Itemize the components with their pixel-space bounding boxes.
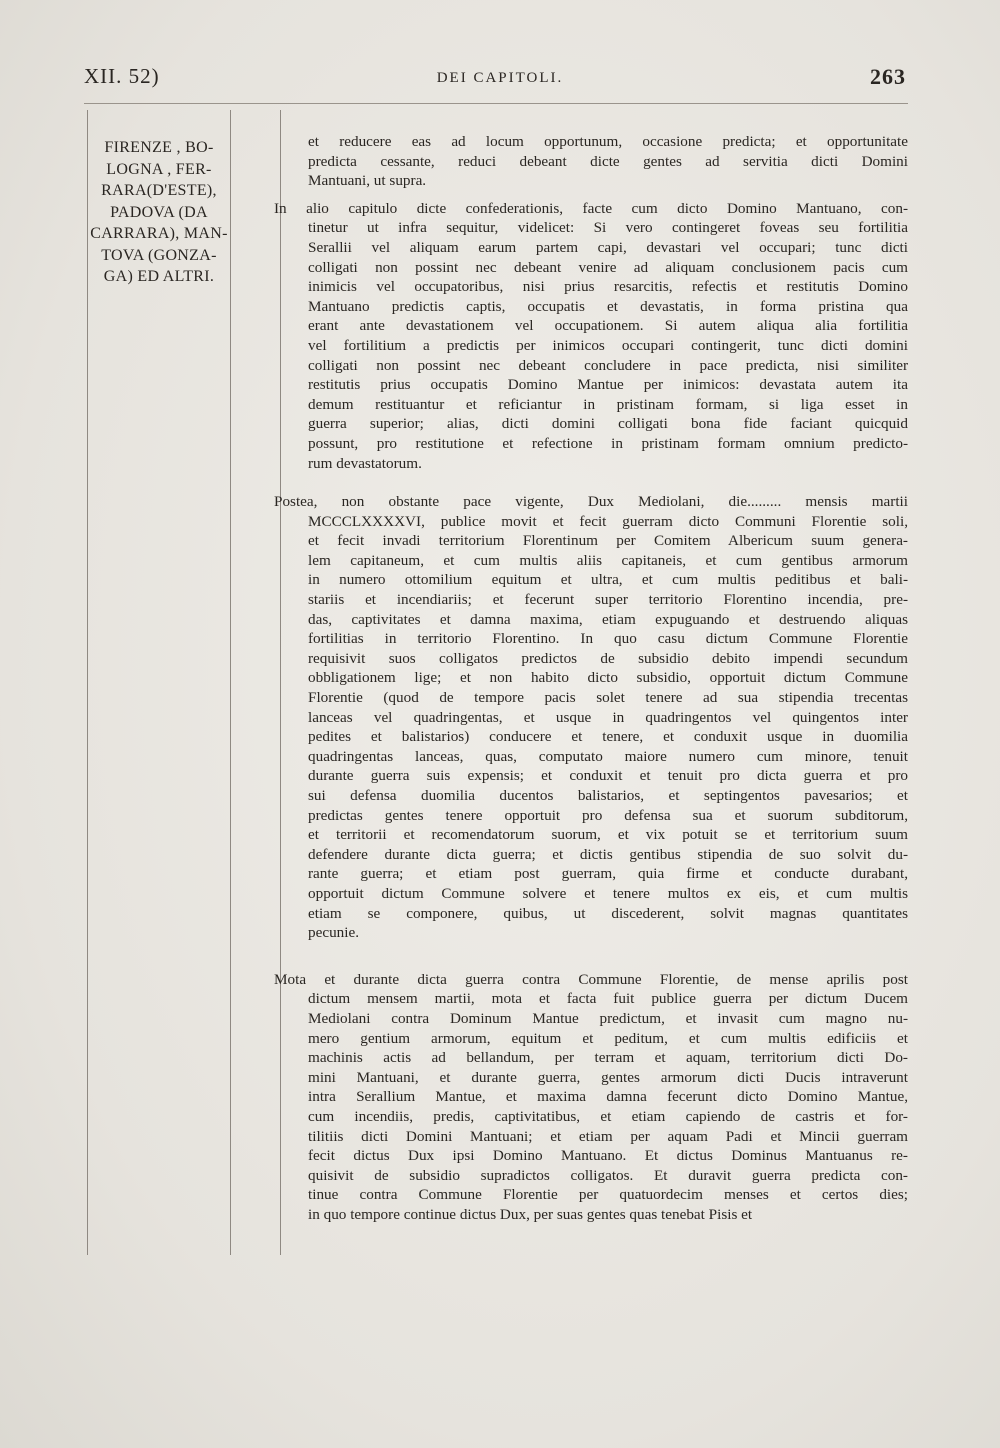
text-line: fecit dictus Dux ipsi Domino Mantuano. Et dictus Dominus Mantuanus re- <box>308 1147 908 1165</box>
text-line: rante guerra; et etiam post guerram, quia firme et conducte durabant, <box>308 865 908 883</box>
text-line: opportuit dictum Commune solvere et tenere multos ex eis, et cum multis <box>308 884 908 902</box>
paragraph-3 <box>274 492 908 943</box>
text-line: Mantuani, ut supra. <box>308 172 427 190</box>
page-number: 263 <box>870 64 906 89</box>
running-head-title: DEI CAPITOLI. <box>436 70 564 86</box>
text-line: pecunie. <box>308 924 360 942</box>
text-line: Florentie (quod de tempore pacis solet tenere ad sua stipendia trecentas <box>308 689 908 707</box>
text-line: stariis et incendiariis; et fecerunt super territorio Florentino incendia, pre- <box>308 591 908 609</box>
text-line: et territorii et recomendatorum suorum, et vix potuit se et territorium suum <box>308 826 908 844</box>
paragraph-1 <box>308 132 908 191</box>
text-line: predictas gentes tenere opportuit pro defensa sua et suorum subditorum, <box>308 806 908 824</box>
text-line: vel fortilitium a predictis per inimicos occupari contingerit, tunc dicti domini <box>308 336 908 354</box>
text-line: predicta cessante, reduci debeant dicte gentes ad servitia dicti Domini <box>308 152 908 170</box>
margin-note-line: RARA(D'ESTE), <box>101 182 217 199</box>
text-line: demum restituantur et reficiantur in pristinam formam, si liga esset in <box>308 395 908 413</box>
text-line: MCCCLXXXXVI, publice movit et fecit guerram dicto Communi Florentie soli, <box>308 512 908 530</box>
text-line: In alio capitulo dicte confederationis, facte cum dicto Domino Mantuano, con- <box>274 199 908 217</box>
text-line: erant ante devastationem vel occupationem. Si autem aliqua alia fortilitia <box>308 317 908 335</box>
text-line: durante guerra suis expensis; et conduxit et tenuit pro dicta guerra et pro <box>308 767 908 785</box>
text-line: rum devastatorum. <box>308 454 422 472</box>
text-line: colligati non possint nec debeant venire ad aliquam conclusionem pacis cum <box>308 258 908 276</box>
text-line: guerra superior; alias, dicti domini colligati bona fide faciant quicquid <box>308 415 908 433</box>
text-line: Postea, non obstante pace vigente, Dux Mediolani, die......... mensis martii <box>274 493 908 511</box>
text-line: in numero ottomilium equitum et ultra, et cum multis peditibus et bali- <box>308 571 908 589</box>
margin-note <box>90 137 228 288</box>
margin-note-line: FIRENZE , BO- <box>104 139 214 156</box>
text-line: mini Mantuani, et durante guerra, gentes armorum dicti Ducis intraverunt <box>308 1068 908 1086</box>
header-rule <box>84 103 908 104</box>
body-text <box>274 132 908 1224</box>
text-line: inimicis vel occupatoribus, nisi prius resarcitis, refectis et restitutis Domino <box>308 278 908 296</box>
text-line: lem capitaneum, et cum multis aliis capitaneis, et cum gentibus armorum <box>308 551 908 569</box>
text-line: Mantuano predictis captis, occupatis et devastatis, in forma pristina qua <box>308 297 908 315</box>
text-line: tinetur ut infra sequitur, videlicet: Si vero contingeret foveas seu fortilitia <box>308 219 908 237</box>
text-line: dictum mensem martii, mota et facta fuit publice guerra per dictum Ducem <box>308 990 908 1008</box>
margin-note-line: TOVA (GONZA- <box>101 246 217 264</box>
text-line: machinis actis ad bellandum, per terram et aquam, territorium dicti Do- <box>308 1049 908 1067</box>
margin-note-line: GA) ED ALTRI. <box>103 268 215 285</box>
text-line: quisivit de subsidio supradictos colligatos. Et duravit guerra predicta con- <box>308 1166 908 1184</box>
text-line: cum incendiis, predis, captivitatibus, et etiam capiendo de castris et for- <box>308 1107 908 1125</box>
margin-note-line: PADOVA (DA <box>110 203 208 221</box>
text-line: restitutis prius occupatis Domino Mantue per inimicos: devastata autem ita <box>308 376 908 394</box>
text-line: intra Serallium Mantue, et maxima damna fecerunt dicto Domino Mantue, <box>308 1088 908 1106</box>
text-line: fortilitias in territorio Florentino. In quo casu dictum Commune Florentie <box>308 630 908 648</box>
text-line: in quo tempore continue dictus Dux, per suas gentes quas tenebat Pisis et <box>308 1205 753 1223</box>
column-rule-middle <box>230 110 231 1255</box>
text-line: Mota et durante dicta guerra contra Commune Florentie, de mense aprilis post <box>274 970 908 988</box>
paragraph-4 <box>274 970 908 1225</box>
text-line: tinue contra Commune Florentie per quatuordecim menses et certos dies; <box>308 1186 908 1204</box>
text-line: et fecit invadi territorium Florentinum per Comitem Albericum suum genera- <box>308 532 908 550</box>
paragraph-2 <box>274 199 908 473</box>
text-line: Serallii vel aliquam earum partem capi, devastari vel occupari; tunc dicti <box>308 238 908 256</box>
text-line: defendere durante dicta guerra; et dictis gentibus stipendia de suo solvit du- <box>308 845 908 863</box>
column-rule-right <box>280 110 281 1255</box>
text-line: tilitiis dicti Domini Mantuani; et etiam per aquam Padi et Mincii guerram <box>308 1127 908 1145</box>
text-line: pedites et balistarios) conducere et tenere, et conduxit usque in duomilia <box>308 728 908 746</box>
column-rule-left <box>87 110 88 1255</box>
text-line: mero gentium armorum, equitum et peditum, et cum multis edificiis et <box>308 1029 908 1047</box>
text-line: possunt, pro restitutione et refectione in pristinam formam omnium predicto- <box>308 434 908 452</box>
margin-note-line: CARRARA), MAN- <box>90 225 228 242</box>
text-line: sui defensa duomilia ducentos balistarios, et septingentos pavesarios; et <box>308 787 908 804</box>
text-line: et reducere eas ad locum opportunum, occasione predicta; et opportunitate <box>308 133 908 150</box>
text-line: das, captivitates et damna maxima, etiam expuguando et destruendo aliquas <box>308 610 908 628</box>
text-line: colligati non possint nec debeant concludere in pace predicta, nisi similiter <box>308 356 908 374</box>
running-head-left: XII. 52) <box>84 64 160 88</box>
text-line: obbligationem lige; et non habito dicto subsidio, opportuit dictum Commune <box>308 669 908 687</box>
text-line: Mediolani contra Dominum Mantue predictum, et invasit cum magno nu- <box>308 1009 908 1027</box>
text-line: requisivit suos colligatos predictos de subsidio debito impendi secundum <box>308 649 908 667</box>
text-line: lanceas vel quadringentas, et usque in quadringentos vel quingentos inter <box>308 708 908 726</box>
text-line: quadringentas lanceas, quas, computato maiore numero cum minore, tenuit <box>308 747 908 765</box>
margin-note-line: LOGNA , FER- <box>106 160 212 178</box>
text-line: etiam se componere, quibus, ut discederent, solvit magnas quantitates <box>308 904 908 922</box>
